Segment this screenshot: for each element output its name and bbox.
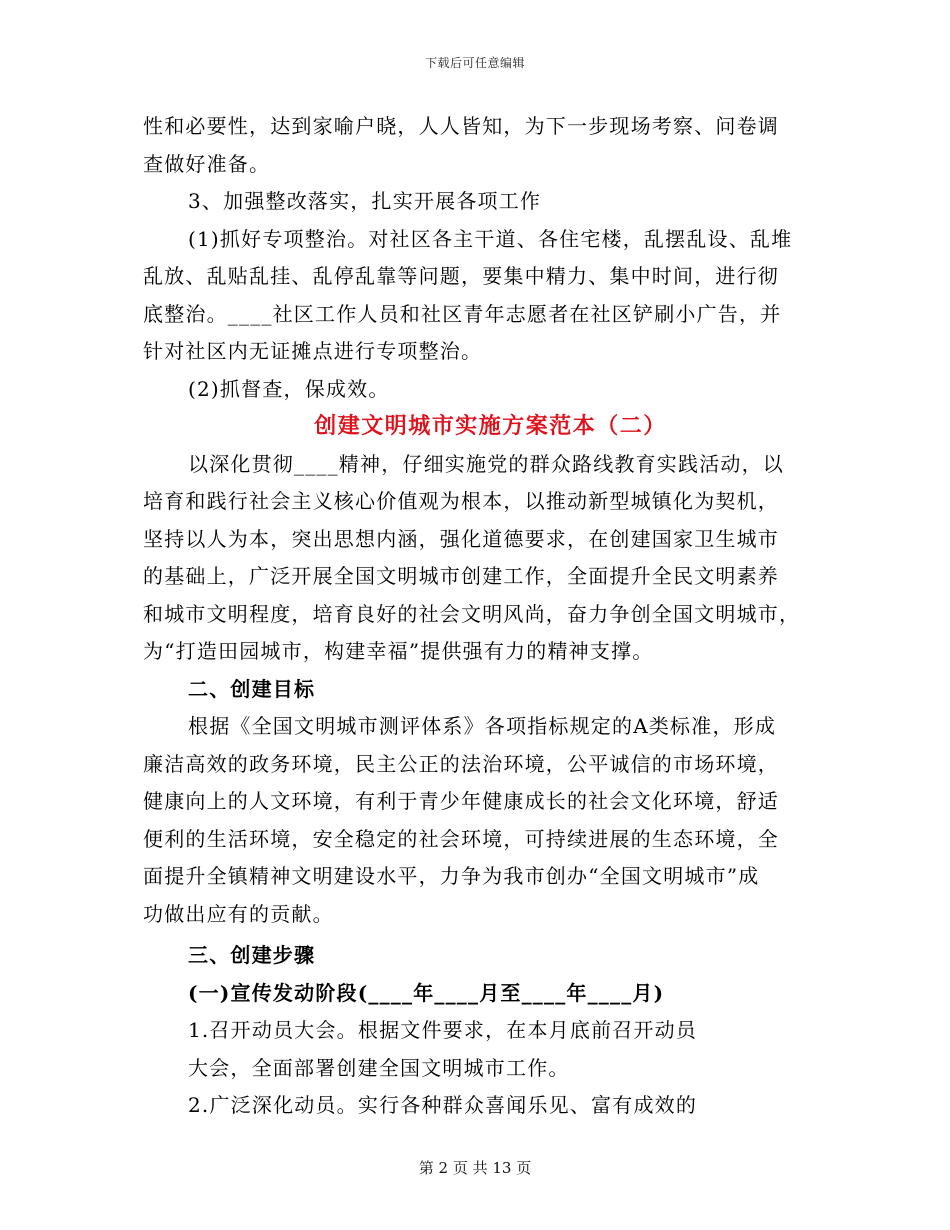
paragraph-line: 查做好准备。	[143, 151, 271, 176]
paragraph-line: 乱放、乱贴乱挂、乱停乱靠等问题，要集中精力、集中时间，进行彻	[143, 264, 779, 288]
header-note: 下载后可任意编辑	[424, 56, 525, 70]
paragraph-line: 培育和践行社会主义核心价值观为根本，以推动新型城镇化为契机，	[143, 489, 779, 513]
paragraph-line: 功做出应有的贡献。	[143, 901, 334, 926]
document-title: 创建文明城市实施方案范本（二）	[314, 413, 667, 439]
paragraph-line: 为“打造田园城市，构建幸福”提供强有力的精神支撑。	[143, 639, 654, 663]
section-heading-goals: 二、创建目标	[188, 676, 316, 701]
subsection-heading: (一)宣传发动阶段(____年____月至____年____月)	[188, 980, 665, 1005]
paragraph-line: 以深化贯彻____精神，仔细实施党的群众路线教育实践活动，以	[188, 451, 784, 476]
document-body	[143, 108, 808, 1125]
paragraph-line: (1)抓好专项整治。对社区各主干道、各住宅楼，乱摆乱设、乱堆	[188, 226, 793, 251]
section-heading-steps: 三、创建步骤	[188, 943, 316, 967]
paragraph-line: 健康向上的人文环境，有利于青少年健康成长的社会文化环境，舒适	[143, 789, 779, 813]
paragraph-line: 1.召开动员大会。根据文件要求，在本月底前召开动员	[188, 1018, 698, 1042]
paragraph-line: 面提升全镇精神文明建设水平，力争为我市创办“全国文明城市”成	[143, 864, 760, 888]
paragraph-line: 性和必要性，达到家喻户晓，人人皆知，为下一步现场考察、问卷调	[143, 114, 779, 138]
paragraph-line: 根据《全国文明城市测评体系》各项指标规定的A类标准，形成	[188, 714, 777, 738]
paragraph-line: (2)抓督查，保成效。	[188, 376, 390, 401]
paragraph-line: 针对社区内无证摊点进行专项整治。	[143, 339, 483, 363]
paragraph-line: 廉洁高效的政务环境，民主公正的法治环境，公平诚信的市场环境，	[143, 751, 779, 776]
paragraph-line: 底整治。____社区工作人员和社区青年志愿者在社区铲刷小广告，并	[143, 301, 782, 326]
paragraph-line: 和城市文明程度，培育良好的社会文明风尚，奋力争创全国文明城市，	[143, 601, 801, 626]
paragraph-line: 坚持以人为本，突出思想内涵，强化道德要求，在创建国家卫生城市	[143, 526, 779, 551]
section-heading: 3、加强整改落实，扎实开展各项工作	[188, 189, 542, 213]
page-footer: 第 2 页 共 13 页	[418, 1159, 532, 1177]
paragraph-line: 2.广泛深化动员。实行各种群众喜闻乐见、富有成效的	[188, 1093, 698, 1117]
paragraph-line: 便利的生活环境，安全稳定的社会环境，可持续进展的生态环境，全	[143, 826, 779, 851]
paragraph-line: 的基础上，广泛开展全国文明城市创建工作，全面提升全民文明素养	[143, 564, 779, 588]
paragraph-line: 大会，全面部署创建全国文明城市工作。	[188, 1055, 570, 1080]
